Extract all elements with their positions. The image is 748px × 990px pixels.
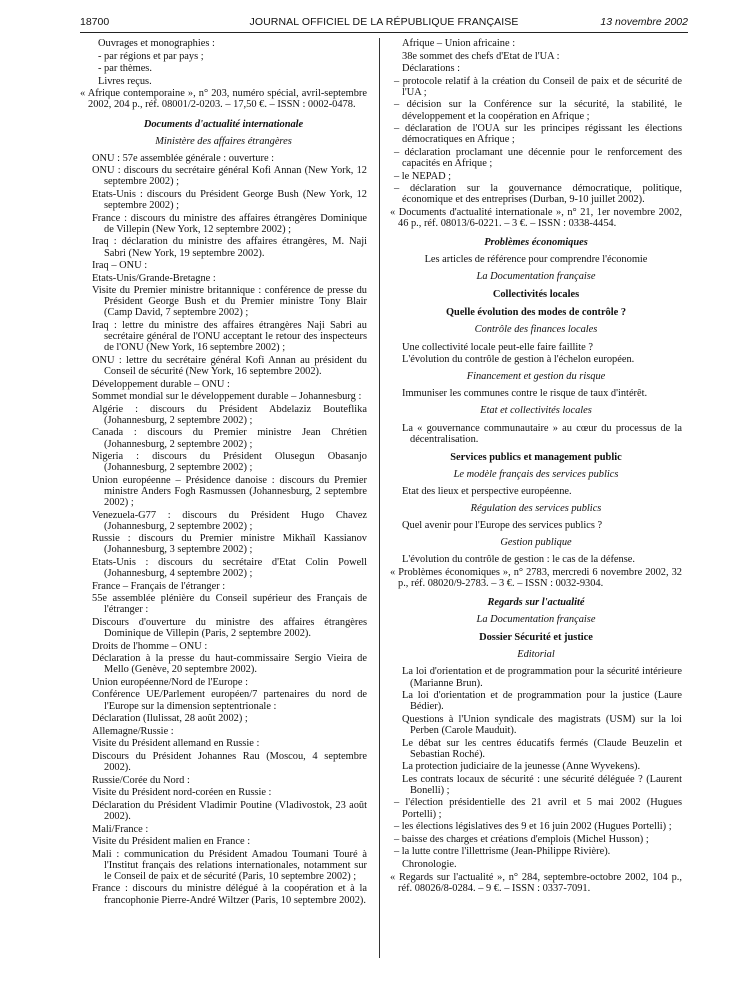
left-column-paragraph: Visite du Président malien en France : (92, 836, 251, 848)
right-column-paragraph: – le NEPAD ; (394, 170, 452, 182)
right-column-paragraph: « Problèmes économiques », n° 2783, mercredi 6 novembre 2002, 32 p., réf. 08020/9-2783. – 3 €. – ISSN : 0032-9304. (390, 566, 682, 589)
right-column-paragraph: Une collectivité locale peut-elle faire faillite ? (402, 341, 593, 353)
right-column-paragraph: Financement et gestion du risque (466, 371, 606, 383)
right-column-paragraph: Le débat sur les centres éducatifs fermés (Claude Beuzelin et Sebastian Roché). (402, 737, 682, 760)
left-column-paragraph: Mali : communication du Président Amadou Toumani Touré à l'Institut français des relations internationales, notamment sur le Conseil de paix et de sécurité (Paris, 10 septembre 2002) ; (92, 848, 367, 882)
left-column-paragraph: Iraq : déclaration du ministre des affaires étrangères, M. Naji Sabri (New York, 19 septembre 2002). (92, 236, 367, 259)
right-column-paragraph: Les contrats locaux de sécurité : une sécurité déléguée ? (Laurent Bonelli) ; (402, 773, 682, 796)
left-column-paragraph: Etats-Unis/Grande-Bretagne : (92, 272, 216, 284)
left-column-paragraph: Visite du Président allemand en Russie : (92, 738, 260, 750)
left-column-paragraph: Sommet mondial sur le développement durable – Johannesburg : (92, 391, 362, 403)
right-column-paragraph: Quelle évolution des modes de contrôle ? (445, 307, 627, 319)
right-column (390, 38, 682, 895)
right-column-paragraph: Problèmes économiques (484, 237, 588, 248)
right-column-paragraph: Gestion publique (500, 537, 572, 549)
left-column-paragraph: ONU : discours du secrétaire général Kofi Annan (New York, 12 septembre 2002) ; (92, 165, 367, 188)
right-column-paragraph: – l'élection présidentielle des 21 avril et 5 mai 2002 (Hugues Portelli) ; (394, 797, 682, 820)
left-column-paragraph: France – Français de l'étranger : (92, 580, 226, 592)
left-column-paragraph: Ministère des affaires étrangères (155, 135, 292, 147)
right-column-paragraph: Questions à l'Union syndicale des magistrats (USM) sur la loi Perben (Carole Mauduit). (402, 713, 682, 736)
right-column-paragraph: Régulation des services publics (470, 503, 602, 514)
page-number: 18700 (80, 16, 110, 28)
right-column-paragraph: La « gouvernance communautaire » au cœur du processus de la décentralisation. (402, 422, 682, 445)
left-column-paragraph: Discours d'ouverture du ministre des affaires étrangères Dominique de Villepin (Paris, 2 septembre 2002). (92, 616, 367, 639)
right-column-paragraph: – protocole relatif à la création du Conseil de paix et de sécurité de l'UA ; (394, 75, 682, 98)
right-column-paragraph: « Regards sur l'actualité », n° 284, septembre-octobre 2002, 104 p., réf. 08026/8-0284. – 9 €. – ISSN : 0337-7091. (390, 871, 682, 894)
left-column-paragraph: France : discours du ministre délégué à la coopération et à la francophonie Pierre-André Wiltzer (Paris, 10 septembre 2002). (92, 883, 367, 906)
left-column-paragraph: Canada : discours du Premier ministre Jean Chrétien (Johannesburg, 2 septembre 2002) ; (92, 427, 367, 450)
right-column-paragraph: La protection judiciaire de la jeunesse (Anne Wyvekens). (402, 761, 641, 773)
left-column-paragraph: Livres reçus. (98, 75, 152, 87)
right-column-paragraph: – déclaration sur la gouvernance démocratique, politique, économique et des entreprises (Durban, 9-10 juillet 2002). (394, 183, 682, 206)
left-column-paragraph: ONU : lettre du secrétaire général Kofi Annan au président du Conseil de sécurité (New York, 16 septembre 2002). (92, 354, 367, 377)
left-column-paragraph: Russie : discours du Premier ministre Mikhaïl Kassianov (Johannesburg, 3 septembre 2002) ; (92, 533, 367, 556)
right-column-paragraph: – déclaration de l'OUA sur les principes régissant les élections démocratiques en Afrique ; (394, 123, 682, 146)
left-column-paragraph: Droits de l'homme – ONU : (92, 640, 208, 652)
left-column-paragraph: Ouvrages et monographies : (98, 38, 215, 49)
left-column-paragraph: Visite du Président nord-coréen en Russie : (92, 787, 272, 799)
right-column-paragraph: La Documentation française (476, 614, 596, 626)
right-column-paragraph: Quel avenir pour l'Europe des services publics ? (402, 520, 603, 532)
right-column-paragraph: Les articles de référence pour comprendre l'économie (424, 254, 648, 266)
left-column-paragraph: Nigeria : discours du Président Olusegun Obasanjo (Johannesburg, 2 septembre 2002) ; (92, 451, 367, 474)
left-column-paragraph: ONU : 57e assemblée générale : ouverture : (92, 152, 275, 164)
left-column-paragraph: Etats-Unis : discours du Président George Bush (New York, 12 septembre 2002) ; (92, 189, 367, 212)
right-column-paragraph: La loi d'orientation et de programmation pour la sécurité intérieure (Marianne Brun). (402, 666, 682, 689)
right-column-paragraph: La Documentation française (476, 271, 596, 283)
left-column-paragraph: - par régions et par pays ; (98, 50, 204, 62)
right-column-paragraph: L'évolution du contrôle de gestion : le cas de la défense. (402, 554, 635, 566)
left-column-paragraph: Allemagne/Russie : (92, 725, 174, 737)
right-column-paragraph: Editorial (517, 649, 555, 661)
left-column (80, 38, 367, 907)
issue-date: 13 novembre 2002 (600, 16, 688, 28)
left-column-paragraph: Venezuela-G77 : discours du Président Hugo Chavez (Johannesburg, 2 septembre 2002) ; (92, 509, 367, 532)
journal-title: JOURNAL OFFICIEL DE LA RÉPUBLIQUE FRANÇAISE (249, 16, 519, 28)
right-column-paragraph: – baisse des charges et créations d'emplois (Michel Husson) ; (394, 833, 649, 845)
right-column-paragraph: Services publics et management public (450, 451, 622, 463)
right-column-paragraph: Etat des lieux et perspective européenne. (402, 485, 572, 497)
left-column-paragraph: France : discours du ministre des affaires étrangères Dominique de Villepin (New York, 12 septembre 2002) ; (92, 212, 367, 235)
right-column-paragraph: L'évolution du contrôle de gestion à l'échelon européen. (402, 354, 635, 366)
left-column-paragraph: Iraq : lettre du ministre des affaires étrangères Naji Sabri au secrétaire général de l'ONU acceptant le retour des inspecteurs de l'ONU (New York, 16 septembre 2002) ; (92, 320, 367, 354)
right-column-paragraph: Etat et collectivités locales (480, 405, 592, 417)
left-column-paragraph: Déclaration (Ilulissat, 28 août 2002) ; (92, 713, 248, 725)
left-column-paragraph: « Afrique contemporaine », n° 203, numéro spécial, avril-septembre 2002, 204 p., réf. 08001/2-0203. – 17,50 €. – ISSN : 0002-0478. (80, 88, 367, 111)
left-column-paragraph: Algérie : discours du Président Abdelaziz Bouteflika (Johannesburg, 2 septembre 2002) ; (92, 403, 367, 426)
left-column-paragraph: Mali/France : (92, 823, 149, 835)
left-column-paragraph: Union européenne/Nord de l'Europe : (92, 676, 248, 688)
column-divider (379, 38, 380, 958)
right-column-paragraph: 38e sommet des chefs d'Etat de l'UA : (402, 50, 560, 62)
right-column-paragraph: – les élections législatives des 9 et 16 juin 2002 (Hugues Portelli) ; (394, 821, 672, 833)
right-column-paragraph: Regards sur l'actualité (487, 597, 585, 609)
left-column-paragraph: Déclaration du Président Vladimir Poutine (Vladivostok, 23 août 2002). (92, 799, 367, 822)
right-column-paragraph: Dossier Sécurité et justice (479, 632, 593, 644)
header-rule (80, 32, 688, 33)
right-column-paragraph: « Documents d'actualité internationale », n° 21, 1er novembre 2002, 46 p., réf. 08013/6-0221. – 3 €. – ISSN : 0338-4454. (390, 206, 682, 229)
left-column-paragraph: Discours du Président Johannes Rau (Moscou, 4 septembre 2002). (92, 750, 367, 774)
right-column-paragraph: – décision sur la Conférence sur la sécurité, la stabilité, le développement et la coopération en Afrique ; (394, 99, 682, 122)
right-column-paragraph: La loi d'orientation et de programmation pour la justice (Laure Bédier). (402, 690, 682, 713)
left-column-paragraph: Conférence UE/Parlement européen/7 partenaires du nord de l'Europe sur la dimension septentrionale : (92, 689, 367, 712)
right-column-paragraph: Le modèle français des services publics (453, 468, 619, 480)
left-column-paragraph: Développement durable – ONU : (92, 378, 230, 390)
left-column-paragraph: Documents d'actualité internationale (143, 118, 304, 130)
left-column-paragraph: Russie/Corée du Nord : (92, 774, 190, 786)
left-column-paragraph: - par thèmes. (98, 63, 152, 75)
left-column-paragraph: Union européenne – Présidence danoise : discours du Premier ministre Anders Fogh Rasmussen (Johannesburg, 2 septembre 2002) ; (92, 474, 367, 508)
right-column-paragraph: Chronologie. (402, 858, 457, 870)
right-column-paragraph: – déclaration proclamant une décennie pour le renforcement des capacités en Afrique ; (394, 146, 682, 169)
right-column-paragraph: Contrôle des finances locales (474, 324, 598, 336)
left-column-paragraph: Déclaration à la presse du haut-commissaire Sergio Vieira de Mello (Genève, 20 septembre 2002). (92, 653, 367, 676)
right-column-paragraph: Immuniser les communes contre le risque de taux d'intérêt. (402, 388, 648, 400)
page-header (80, 14, 688, 32)
right-column-paragraph: – la lutte contre l'illettrisme (Jean-Philippe Rivière). (394, 846, 611, 858)
left-column-paragraph: Visite du Premier ministre britannique : conférence de presse du Président George Bush et du Premier ministre Tony Blair (Camp David, 7 septembre 2002) ; (92, 285, 367, 319)
right-column-paragraph: Afrique – Union africaine : (402, 38, 516, 49)
right-column-paragraph: Collectivités locales (492, 289, 580, 301)
left-column-paragraph: 55e assemblée plénière du Conseil supérieur des Français de l'étranger : (92, 593, 367, 616)
left-column-paragraph: Iraq – ONU : (92, 260, 148, 272)
right-column-paragraph: Déclarations : (402, 63, 460, 75)
left-column-paragraph: Etats-Unis : discours du secrétaire d'Etat Colin Powell (Johannesburg, 4 septembre 2002) ; (92, 556, 367, 580)
